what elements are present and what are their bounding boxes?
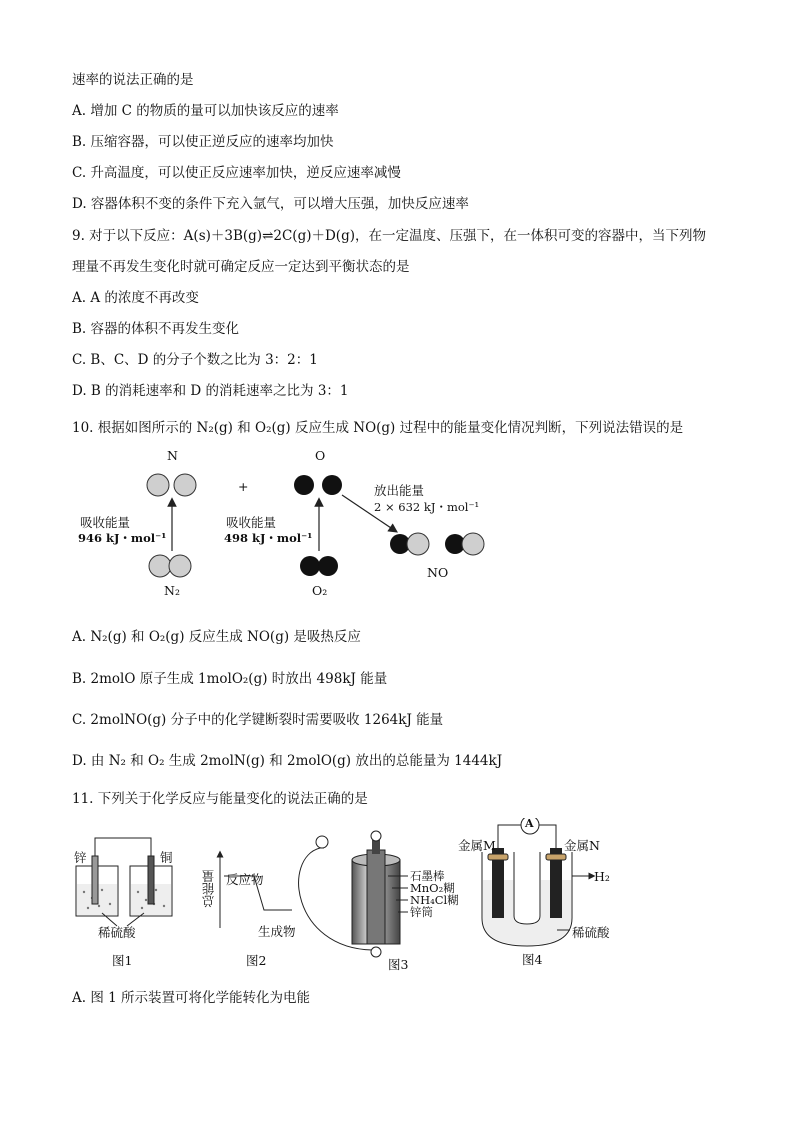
fig4-metal-n-label: 金属N	[564, 838, 600, 853]
q11-option-a: A. 图 1 所示装置可将化学能转化为电能	[72, 990, 311, 1006]
q10-option-d: D. 由 N₂ 和 O₂ 生成 2molN(g) 和 2molO(g) 放出的总能量为 1444kJ	[72, 753, 503, 769]
no-molecule	[407, 533, 429, 555]
fig2-product-label: 生成物	[258, 924, 296, 939]
q8-option-b: B. 压缩容器，可以使正逆反应的速率均加快	[72, 134, 334, 150]
q11-stem: 11. 下列关于化学反应与能量变化的说法正确的是	[72, 791, 368, 807]
q10-option-c: C. 2molNO(g) 分子中的化学键断裂时需要吸收 1264kJ 能量	[72, 712, 444, 728]
q8-option-a: A. 增加 C 的物质的量可以加快该反应的速率	[72, 103, 339, 119]
fig1-zinc-label: 锌	[74, 850, 87, 865]
n-atom	[147, 474, 169, 496]
q10-option-a: A. N₂(g) 和 O₂(g) 反应生成 NO(g) 是吸热反应	[72, 629, 361, 645]
fig2-reactant-label: 反应物	[226, 872, 264, 887]
fig3-zinc-can-label: 锌筒	[410, 905, 433, 919]
q8-option-d: D. 容器体积不变的条件下充入氩气，可以增大压强，加快反应速率	[72, 196, 469, 212]
fig1-copper-label: 铜	[160, 850, 173, 865]
n-atom-label: N	[167, 448, 178, 463]
q8-option-c: C. 升高温度，可以使正反应速率加快，逆反应速率减慢	[72, 165, 401, 181]
q10-option-b: B. 2molO 原子生成 1molO₂(g) 时放出 498kJ 能量	[72, 671, 388, 687]
fig3-graphite-label: 石墨棒	[410, 869, 445, 883]
fig4-h2-label: H₂	[594, 869, 610, 884]
q11-figures	[72, 818, 632, 970]
n2-molecule	[169, 555, 191, 577]
n2-label: N₂	[164, 583, 180, 598]
fig2-caption: 图2	[246, 953, 267, 968]
fig4-metal-m-label: 金属M	[458, 838, 496, 853]
fig4-caption: 图4	[522, 952, 543, 967]
o-atom	[294, 475, 314, 495]
q8-stem-tail: 速率的说法正确的是	[72, 72, 194, 88]
n2-molecule	[149, 555, 171, 577]
fig3-nh4cl-label: NH₄Cl糊	[410, 893, 459, 907]
q11-figures-svg	[72, 818, 632, 970]
o-atom	[322, 475, 342, 495]
q10-energy-diagram	[72, 448, 532, 608]
fig2-energy-diagram	[220, 854, 292, 928]
release-energy-title: 放出能量	[374, 483, 425, 498]
fig3-caption: 图3	[388, 957, 409, 972]
fig4-ammeter-label: A	[525, 817, 534, 830]
no-molecule	[462, 533, 484, 555]
fig3-mno2-label: MnO₂糊	[410, 881, 455, 895]
o-atom-label: O	[315, 448, 326, 463]
fig1-caption: 图1	[112, 953, 133, 968]
q9-option-a: A. A 的浓度不再改变	[72, 290, 199, 306]
plus-sign: +	[238, 479, 249, 494]
absorb-energy-n2-title: 吸收能量	[80, 515, 131, 530]
q10-stem: 10. 根据如图所示的 N₂(g) 和 O₂(g) 反应生成 NO(g) 过程中的能量变化情况判断，下列说法错误的是	[72, 420, 684, 436]
no-label: NO	[427, 565, 449, 580]
absorb-energy-o2-title: 吸收能量	[226, 515, 277, 530]
n-atom	[174, 474, 196, 496]
q10-energy-figure	[72, 448, 532, 608]
q9-option-b: B. 容器的体积不再发生变化	[72, 321, 240, 337]
fig4-acid-label: 稀硫酸	[572, 925, 610, 940]
fig1-cell	[76, 838, 172, 926]
fig2-yaxis-label: 总能量	[201, 870, 216, 908]
absorb-energy-o2-value: 498 kJ・mol⁻¹	[224, 531, 313, 545]
fig1-acid-label: 稀硫酸	[98, 925, 136, 940]
fig3-dry-cell	[299, 831, 408, 957]
q9-stem-line2: 理量不再发生变化时就可确定反应一定达到平衡状态的是	[72, 259, 410, 275]
o2-molecule	[318, 556, 338, 576]
release-energy-value: 2 × 632 kJ・mol⁻¹	[374, 500, 480, 514]
q9-option-d: D. B 的消耗速率和 D 的消耗速率之比为 3：1	[72, 383, 349, 399]
o2-label: O₂	[312, 583, 328, 598]
o2-molecule	[300, 556, 320, 576]
absorb-energy-n2-value: 946 kJ・mol⁻¹	[78, 531, 167, 545]
q9-stem-line1: 9. 对于以下反应：A(s)＋3B(g)⇌2C(g)＋D(g)，在一定温度、压强下，在一体积可变的容器中，当下列物	[72, 228, 706, 244]
q9-option-c: C. B、C、D 的分子个数之比为 3：2：1	[72, 352, 318, 368]
